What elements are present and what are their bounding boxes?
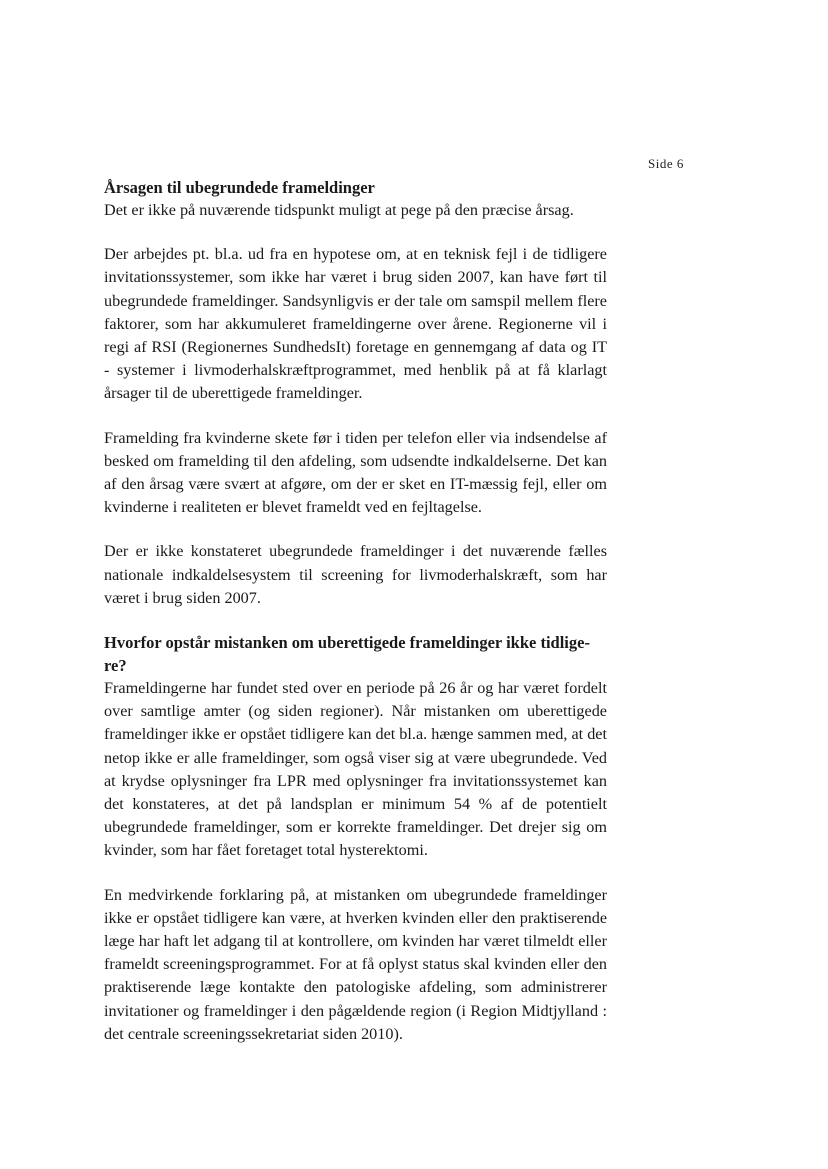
- paragraph: Der arbejdes pt. bl.a. ud fra en hypotese om, at en teknisk fejl i de tidligere invitationssystemer, som ikke har været i brug siden 2007, kan have ført til ubegrundede frameldinger. Sandsynligvis er der tale om samspil mellem flere faktorer, som har akkumuleret frameldingerne over årene. Regionerne vil i regi af RSI (Regionernes SundhedsIt) foretage en gennemgang af data og IT - systemer i livmoderhalskræftprogrammet, med henblik på at få klarlagt årsager til de uberettigede frameldinger.: [104, 245, 607, 403]
- paragraph: Der er ikke konstateret ubegrundede frameldinger i det nuværende fælles nationale indkaldelsesystem til screening for livmoderhalskræft, som har været i brug siden 2007.: [104, 542, 607, 607]
- paragraph: Frameldingerne har fundet sted over en periode på 26 år og har været fordelt over samtlige amter (og siden regioner). Når mistanken om uberettigede frameldinger ikke er opstået tidligere kan det bl.a. hænge sammen med, at det netop ikke er alle frameldinger, som også viser sig at være ubegrundede. Ved at krydse oplysninger fra LPR med oplysninger fra invitationssystemet kan det konstateres, at det på landsplan er minimum 54 % af de potentielt ubegrundede frameldinger, som er korrekte frameldinger. Det drejer sig om kvinder, som har fået foretaget total hysterektomi.: [104, 679, 607, 860]
- section-heading-cause: Årsagen til ubegrundede frameldinger: [104, 178, 375, 197]
- paragraph: Framelding fra kvinderne skete før i tiden per telefon eller via indsendelse af besked om framelding til den afdeling, som udsendte indkaldelserne. Det kan af den årsag være svært at afgøre, om der er sket en IT-mæssig fejl, eller om kvinderne i realiteten er blevet frameldt ved en fejltagelse.: [104, 428, 607, 517]
- section-heading-why-not-earlier: Hvorfor opstår mistanken om uberettigede frameldinger ikke tidligere?: [104, 633, 590, 676]
- paragraph: En medvirkende forklaring på, at mistanken om ubegrundede frameldinger ikke er opstået tidligere kan være, at hverken kvinden eller den praktiserende læge har haft let adgang til at kontrollere, om kvinden har været tilmeldt eller frameldt screeningsprogrammet. For at få oplyst status skal kvinden eller den praktiserende læge kontakte den patologiske afdeling, som administrerer invitationer og frameldinger i den pågældende region (i Region Midtjylland : det centrale screeningssekretariat siden 2010).: [104, 885, 607, 1043]
- document-body: [104, 176, 607, 1046]
- paragraph: Det er ikke på nuværende tidspunkt muligt at pege på den præcise årsag.: [104, 201, 574, 219]
- page-number: Side 6: [648, 156, 684, 171]
